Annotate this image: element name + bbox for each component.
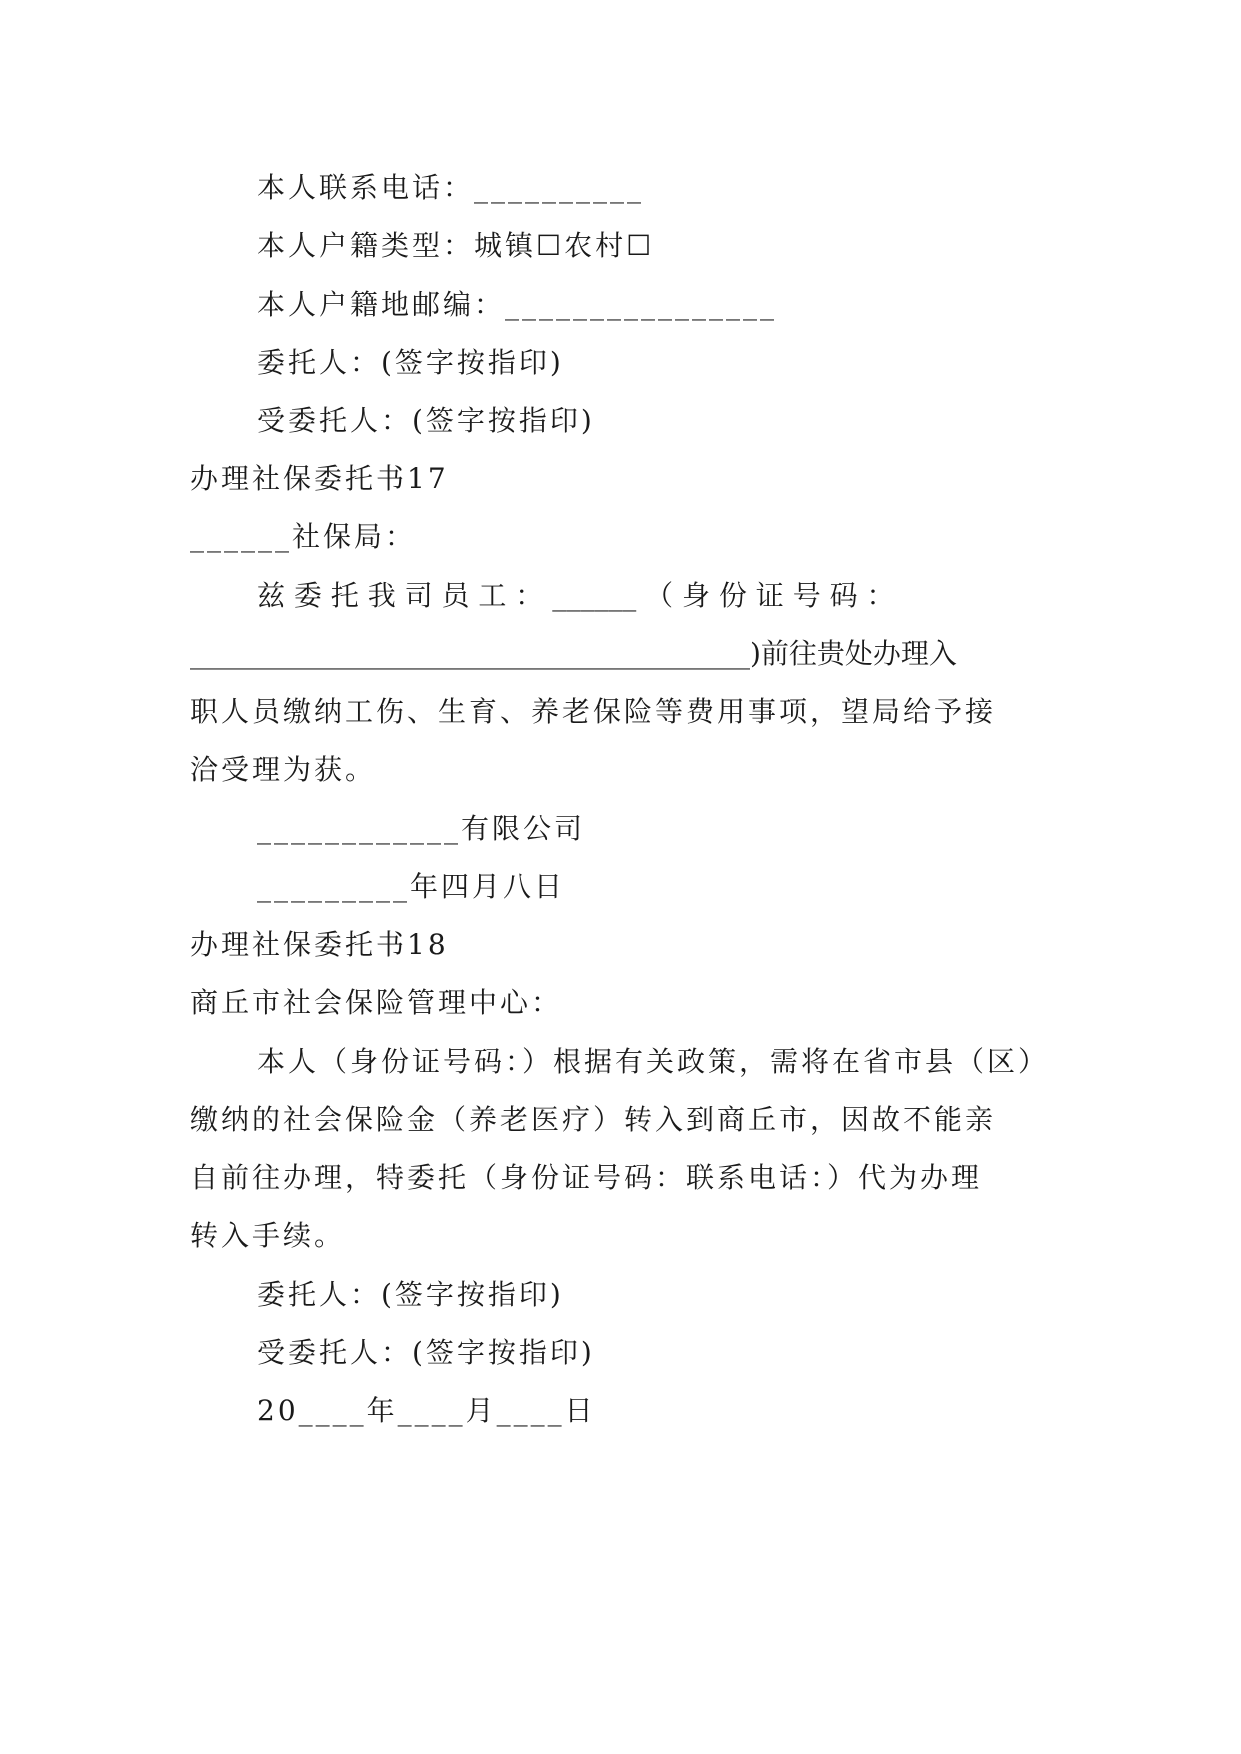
agent-signature-line: 受委托人：(签字按指印) [257, 404, 595, 437]
body-paragraph-2-line-4: 转入手续。 [190, 1219, 346, 1252]
section-title-17: 办理社保委托书17 [190, 462, 449, 495]
principal-signature-line: 委托人：(签字按指印) [257, 346, 564, 379]
date-line: _________年四月八日 [257, 870, 566, 903]
principal-signature-line-2: 委托人：(签字按指印) [257, 1278, 564, 1311]
section-title-18: 办理社保委托书18 [190, 928, 449, 961]
body-paragraph-2-line-3: 自前往办理，特委托（身份证号码：联系电话：）代为办理 [190, 1161, 983, 1194]
household-type-line: 本人户籍类型：城镇☐农村☐ [257, 229, 655, 262]
company-name-line: ____________有限公司 [257, 812, 586, 845]
body-paragraph-2-line-2: 缴纳的社会保险金（养老医疗）转入到商丘市，因故不能亲 [190, 1103, 997, 1136]
body-paragraph-line-3: 职人员缴纳工伤、生育、养老保险等费用事项，望局给予接 [190, 695, 997, 728]
body-paragraph-2-line-1: 本人（身份证号码：）根据有关政策，需将在省市县（区） [257, 1045, 1050, 1078]
contact-phone-line: 本人联系电话：__________ [257, 171, 645, 204]
household-postcode-line: 本人户籍地邮编：________________ [257, 288, 778, 321]
body-paragraph-line-1: 兹 委 托 我 司 员 工 ： ______ （ 身 份 证 号 码 ： [257, 579, 895, 612]
body-paragraph-line-4: 洽受理为获。 [190, 753, 377, 786]
body-paragraph-line-2: ________________________________________)前往贵处办理入 [190, 637, 957, 670]
addressee-line-2: 商丘市社会保险管理中心： [190, 986, 563, 1019]
agent-signature-line-2: 受委托人：(签字按指印) [257, 1336, 595, 1369]
addressee-line: ______社保局： [190, 520, 417, 553]
date-line-2: 20____年____月____日 [257, 1394, 596, 1427]
